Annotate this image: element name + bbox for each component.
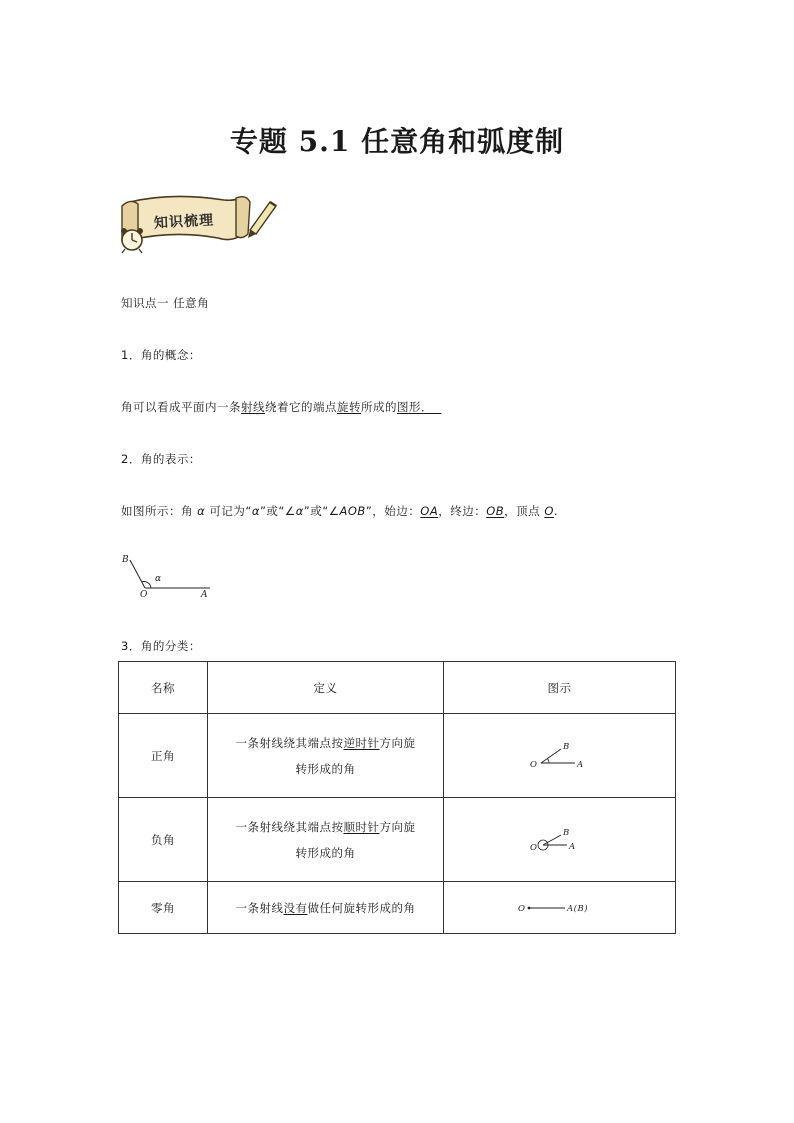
svg-text:B: B	[562, 741, 570, 752]
concept-heading: 1．角的概念：	[121, 348, 201, 362]
row-name: 零角	[119, 882, 208, 934]
notation-text: 如图所示：角 α 可记为“α”或“∠α”或“∠AOB”，始边：OA，终边：OB，顶点 O.	[121, 504, 559, 518]
svg-text:B: B	[562, 827, 570, 838]
svg-text:A: A	[201, 590, 208, 600]
svg-text:O: O	[140, 590, 148, 600]
negative-angle-figure	[525, 823, 595, 857]
row-name: 负角	[119, 798, 208, 882]
header-diagram: 图示	[444, 662, 676, 714]
notation-heading: 2．角的表示：	[121, 452, 201, 466]
row-definition: 一条射线绕其端点按顺时针方向旋 转形成的角	[208, 798, 444, 882]
header-definition: 定义	[208, 662, 444, 714]
angle-aob-figure	[120, 550, 220, 600]
concept-text: 角可以看成平面内一条射线绕着它的端点旋转所成的图形．	[121, 400, 433, 414]
initial-side: OA	[420, 504, 439, 518]
row-diagram	[444, 798, 676, 882]
knowledge-banner	[112, 190, 282, 256]
row-diagram	[444, 882, 676, 934]
row-name: 正角	[119, 714, 208, 798]
table-row	[119, 798, 676, 882]
row-diagram	[444, 714, 676, 798]
svg-text:A(B): A(B)	[566, 903, 588, 914]
table-row	[119, 882, 676, 934]
row-definition: 一条射线没有做任何旋转形成的角	[208, 882, 444, 934]
svg-text:A: A	[568, 841, 576, 852]
svg-text:A: A	[576, 759, 584, 770]
vertex: O	[544, 504, 554, 518]
svg-text:O: O	[517, 903, 525, 914]
table-row	[119, 714, 676, 798]
section-heading: 知识点一 任意角	[121, 296, 210, 310]
ray-term: 射线	[241, 400, 265, 414]
svg-text:O: O	[529, 842, 537, 853]
header-name: 名称	[119, 662, 208, 714]
positive-angle-figure	[525, 739, 595, 773]
classification-heading: 3．角的分类：	[121, 639, 201, 653]
page-title: 专题 5.1 任意角和弧度制	[229, 125, 565, 158]
row-definition: 一条射线绕其端点按逆时针方向旋 转形成的角	[208, 714, 444, 798]
alarm-clock-icon	[121, 228, 143, 253]
zero-angle-figure	[515, 898, 605, 918]
svg-text:α: α	[155, 574, 162, 584]
rotate-term: 旋转	[337, 400, 361, 414]
pencil-icon	[248, 202, 276, 238]
figure-term: 图形．	[397, 400, 433, 414]
angle-classification-table	[118, 661, 676, 934]
svg-text:B: B	[122, 555, 129, 565]
terminal-side: OB	[486, 504, 505, 518]
banner-label: 知识梳理	[153, 212, 215, 232]
svg-text:O: O	[529, 759, 537, 770]
table-header-row	[119, 662, 676, 714]
